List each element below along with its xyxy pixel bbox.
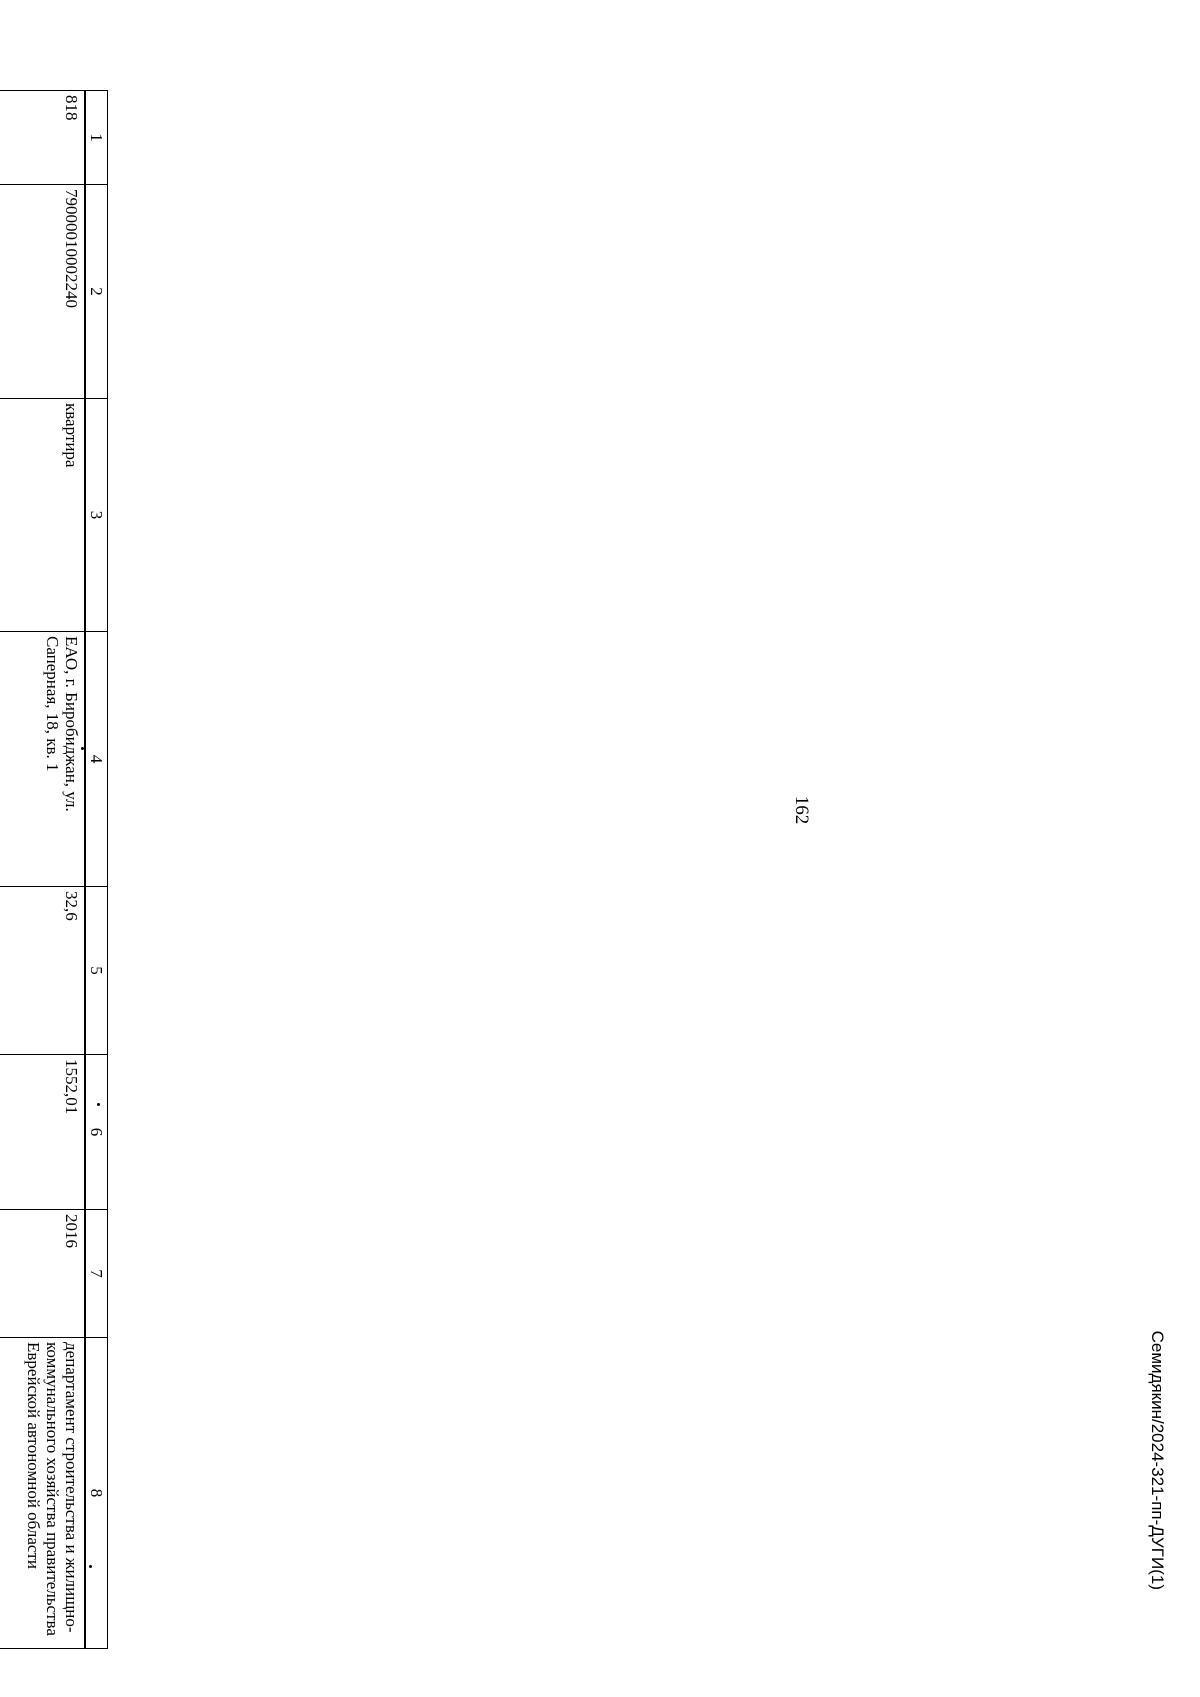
holder: департамент строительства и жилищно-коммунального хозяйства правительства Еврейской автономной области (0, 1338, 85, 1649)
column-header: 5 (85, 887, 108, 1055)
column-header: 2 (85, 185, 108, 399)
column-header: 8 (85, 1338, 108, 1649)
cadastral-number: 79000010002240 (0, 185, 85, 399)
column-header: 1 (85, 91, 108, 185)
row-number: 818 (0, 91, 85, 185)
column-header: 4 (85, 632, 108, 887)
year: 2016 (0, 1210, 85, 1338)
column-number-header-row (85, 91, 108, 1649)
table-row (0, 91, 85, 1649)
address: ЕАО, г. Биробиджан, ул. Саперная, 18, кв. 1 (0, 632, 85, 887)
area: 32,6 (0, 887, 85, 1055)
page-number: 162 (791, 795, 812, 825)
property-register-table (0, 90, 108, 1649)
column-header: 7 (85, 1210, 108, 1338)
value: 1552,01 (0, 1055, 85, 1210)
column-header: 3 (85, 399, 108, 632)
footer-document-id: Семидякин/2024-321-пп-ДУГИ(1) (1148, 1330, 1167, 1590)
column-header: 6 (85, 1055, 108, 1210)
object-type: квартира (0, 399, 85, 632)
